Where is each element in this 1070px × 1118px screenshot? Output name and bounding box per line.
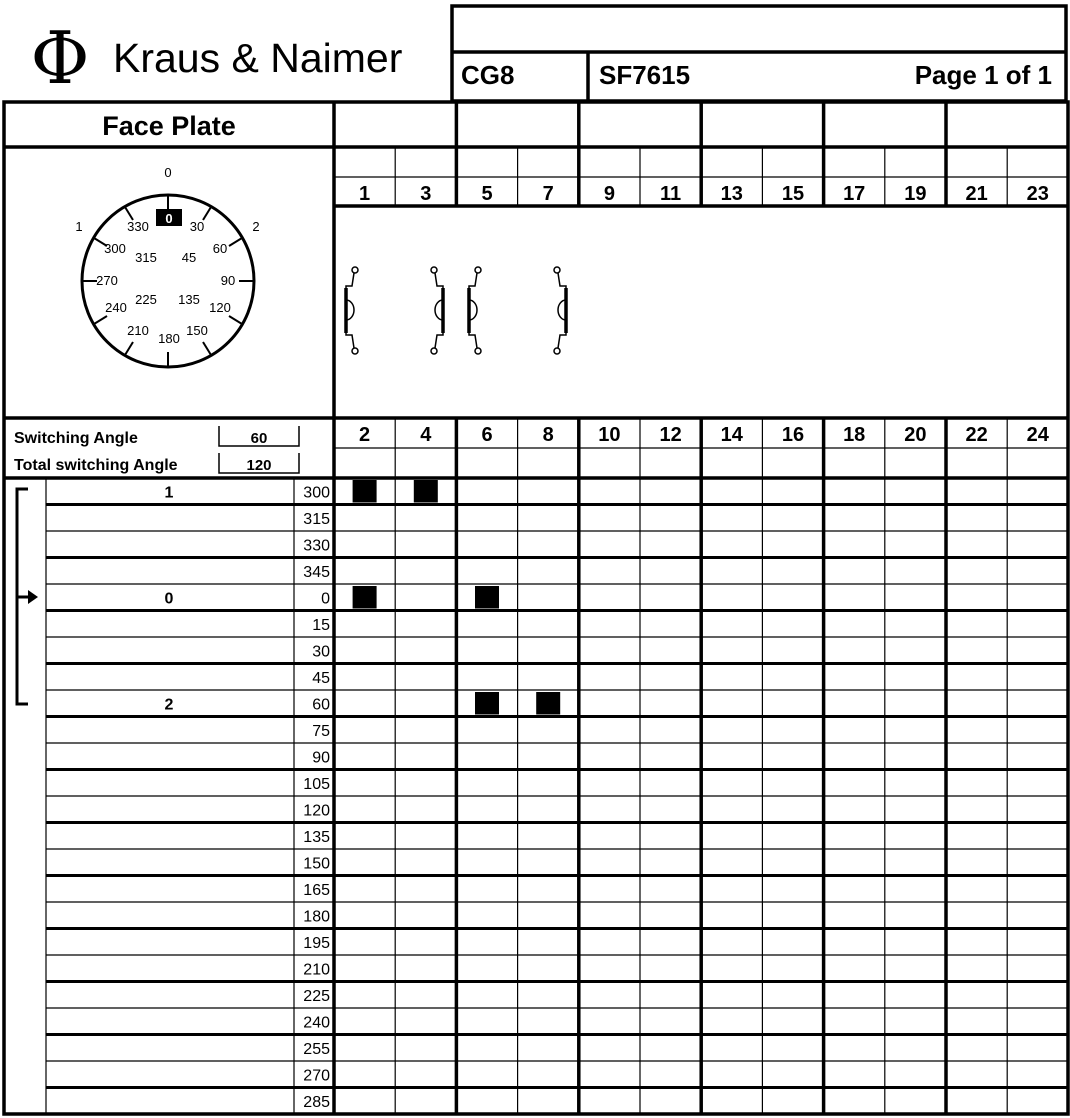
terminal-bottom-14: 14 <box>720 424 743 446</box>
dial-angle-330: 330 <box>127 219 149 234</box>
terminal-bottom-18: 18 <box>843 424 866 446</box>
row-angle-285: 285 <box>303 1093 330 1111</box>
terminal-top-11: 11 <box>660 183 682 205</box>
dial-angle-90: 90 <box>220 273 236 288</box>
terminal-bottom-24: 24 <box>1026 424 1049 446</box>
terminal-bottom-20: 20 <box>904 424 927 446</box>
row-angle-45: 45 <box>312 669 330 687</box>
terminal-top-5: 5 <box>481 183 493 205</box>
contact-3-4 <box>431 267 443 354</box>
row-position-0: 0 <box>164 590 174 608</box>
closed-contact-cell <box>353 480 377 503</box>
row-angle-210: 210 <box>303 961 330 979</box>
closed-contact-cell <box>353 586 377 609</box>
faceplate-dial <box>75 165 259 367</box>
terminal-bottom-4: 4 <box>420 424 432 446</box>
closed-contact-cell <box>475 692 499 715</box>
closed-contact-cell <box>536 692 560 715</box>
row-angle-315: 315 <box>303 510 330 528</box>
dial-angle-135: 135 <box>178 292 200 307</box>
row-angle-75: 75 <box>312 722 330 740</box>
model-number: CG8 <box>461 60 515 90</box>
row-angle-15: 15 <box>312 616 330 634</box>
closed-contact-cell <box>475 586 499 609</box>
row-angle-105: 105 <box>303 775 330 793</box>
row-angle-240: 240 <box>303 1014 330 1032</box>
closed-contact-cell <box>414 480 438 503</box>
dial-angle-315: 315 <box>135 250 157 265</box>
row-position-2: 2 <box>164 696 174 714</box>
terminal-top-7: 7 <box>542 183 554 205</box>
terminal-top-1: 1 <box>359 183 371 205</box>
page-indicator: Page 1 of 1 <box>914 60 1052 90</box>
current-position-arrow <box>28 590 38 604</box>
dial-angle-150: 150 <box>186 323 208 338</box>
row-angle-165: 165 <box>303 881 330 899</box>
logo <box>30 16 402 100</box>
dial-angle-210: 210 <box>127 323 149 338</box>
dial-angle-180: 180 <box>158 331 180 346</box>
terminal-top-21: 21 <box>965 183 988 205</box>
terminal-bottom-12: 12 <box>659 424 682 446</box>
row-angle-255: 255 <box>303 1040 330 1058</box>
row-angle-0: 0 <box>321 590 330 608</box>
terminal-top-17: 17 <box>843 183 866 205</box>
dial-position-1: 1 <box>75 219 83 234</box>
dial-angle-120: 120 <box>209 300 231 315</box>
dial-angle-225: 225 <box>135 292 157 307</box>
dial-angle-270: 270 <box>96 273 118 288</box>
row-angle-150: 150 <box>303 855 330 873</box>
row-angle-330: 330 <box>303 537 330 555</box>
terminal-top-9: 9 <box>603 183 615 205</box>
dial-position-2: 2 <box>252 219 260 234</box>
dial-angle-0-highlighted: 0 <box>165 211 173 226</box>
terminal-top-23: 23 <box>1026 183 1049 205</box>
row-angle-120: 120 <box>303 802 330 820</box>
terminal-top-19: 19 <box>904 183 927 205</box>
contact-5-6 <box>469 267 481 354</box>
brand-name: Kraus & Naimer <box>113 35 403 81</box>
contact-7-8 <box>554 267 566 354</box>
row-angle-300: 300 <box>303 484 330 502</box>
row-position-1: 1 <box>164 484 174 502</box>
phi-logo: Φ <box>30 16 90 100</box>
terminal-bottom-2: 2 <box>359 424 371 446</box>
row-angle-345: 345 <box>303 563 330 581</box>
row-angle-270: 270 <box>303 1067 330 1085</box>
switching-angle-value: 60 <box>250 430 268 447</box>
total-switching-angle-label: Total switching Angle <box>14 457 178 474</box>
dial-angle-30: 30 <box>189 219 205 234</box>
terminal-top-15: 15 <box>781 183 805 205</box>
row-angle-195: 195 <box>303 934 330 952</box>
row-angle-135: 135 <box>303 828 330 846</box>
dial-angle-45: 45 <box>181 250 197 265</box>
terminal-bottom-8: 8 <box>542 424 554 446</box>
terminal-top-13: 13 <box>720 183 743 205</box>
row-angle-180: 180 <box>303 908 330 926</box>
dial-angle-240: 240 <box>105 300 127 315</box>
terminal-bottom-10: 10 <box>598 424 621 446</box>
faceplate-title: Face Plate <box>102 111 236 141</box>
dial-angle-60: 60 <box>212 241 228 256</box>
terminal-bottom-6: 6 <box>481 424 493 446</box>
contact-symbols <box>346 267 566 354</box>
terminal-bottom-22: 22 <box>965 424 988 446</box>
dial-angle-300: 300 <box>104 241 126 256</box>
terminal-bottom-16: 16 <box>781 424 805 446</box>
dial-position-0: 0 <box>164 165 172 180</box>
switch-code: SF7615 <box>599 60 691 90</box>
row-angle-60: 60 <box>312 696 330 714</box>
row-angle-30: 30 <box>312 643 330 661</box>
row-angle-90: 90 <box>312 749 330 767</box>
terminal-top-3: 3 <box>420 183 432 205</box>
row-angle-225: 225 <box>303 987 330 1005</box>
switching-angle-label: Switching Angle <box>14 430 138 447</box>
total-switching-angle-value: 120 <box>246 457 272 474</box>
contact-1-2 <box>346 267 358 354</box>
